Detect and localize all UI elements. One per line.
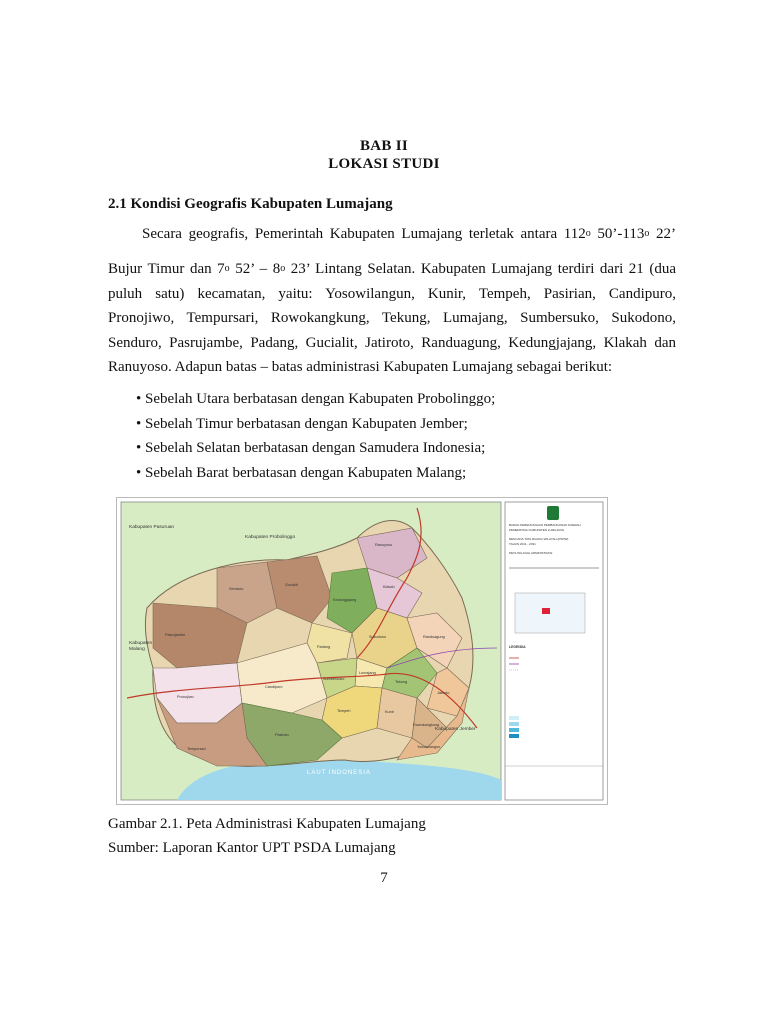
district-label-randuagung: Randuagung <box>423 635 445 639</box>
district-label-kunir: Kunir <box>385 710 394 714</box>
administrative-map <box>117 498 607 804</box>
label-jember: Kabupaten Jember <box>435 727 476 732</box>
inset-marker <box>542 608 550 614</box>
legend-map-title: PETA WILAYAH ADMINISTRASI <box>509 551 553 555</box>
legend-government: PEMERINTAH KABUPATEN LUMAJANG <box>509 528 565 532</box>
list-item: • Sebelah Utara berbatasan dengan Kabupaten Probolinggo; <box>136 391 496 407</box>
paragraph-line: Senduro, Pasrujambe, Padang, Gucialit, Jatiroto, Randuagung, Kedungjajang, Klakah dan <box>108 334 676 351</box>
legend-depth-3 <box>509 728 519 732</box>
legend-agency: BADAN PERENCANAAN PEMBANGUNAN DAERAH <box>509 523 581 527</box>
label-pasuruan: Kabupaten Pasuruan <box>129 525 175 530</box>
district-label-rowokangkung: Rowokangkung <box>413 723 440 727</box>
map-figure <box>116 497 608 805</box>
list-item: • Sebelah Barat berbatasan dengan Kabupaten Malang; <box>136 464 467 481</box>
label-sea: LAUT INDONESIA <box>307 770 371 776</box>
paragraph-line: Secara geografis, Pemerintah Kabupaten Lumajang terletak antara 112$^o$ 50’-113$^o$ 22’ <box>142 226 676 242</box>
district-label-sumbersuko: Sumbersuko <box>323 677 345 681</box>
district-label-tempeh: Tempeh <box>337 709 351 713</box>
district-label-senduro: Senduro <box>229 587 244 591</box>
district-label-pasrujambe: Pasrujambe <box>165 633 186 637</box>
district-label-tempursari: Tempursari <box>187 747 206 751</box>
paragraph-line: Bujur Timur dan 7$^o$ 52’ – 8$^o$ 23’ Lintang Selatan. Kabupaten Lumajang terdiri dari 21 (dua <box>108 261 676 277</box>
figure-caption: Gambar 2.1. Peta Administrasi Kabupaten Lumajang <box>108 816 426 832</box>
section-heading: 2.1 Kondisi Geografis Kabupaten Lumajang <box>108 196 393 212</box>
legend-depth-2 <box>509 722 519 726</box>
body-paragraph <box>108 222 676 247</box>
district-label-gucialit: Gucialit <box>285 583 298 587</box>
district-label-jatiroto: Jatiroto <box>437 691 450 695</box>
paragraph-line: Ranuyoso. Adapun batas – batas administrasi Kabupaten Lumajang sebagai berikut: <box>108 359 613 375</box>
district-label-candipuro: Candipuro <box>265 685 283 689</box>
body-paragraph-cont <box>108 257 676 380</box>
label-malang-2: Malang <box>129 647 145 652</box>
legend-depth-4 <box>509 734 519 738</box>
list-item: • Sebelah Timur berbatasan dengan Kabupaten Jember; <box>136 415 468 432</box>
legend-panel <box>505 502 603 800</box>
district-label-padang: Padang <box>317 645 331 649</box>
district-label-tekung: Tekung <box>395 680 408 684</box>
district-label-klakah: Klakah <box>383 585 395 589</box>
figure-source: Sumber: Laporan Kantor UPT PSDA Lumajang <box>108 840 396 856</box>
legend-title: LEGENDA <box>509 645 526 649</box>
legend-depth-1 <box>509 716 519 720</box>
emblem-icon <box>547 506 559 520</box>
label-malang-1: Kabupaten <box>129 641 153 646</box>
district-label-pronojiwo: Pronojiwo <box>177 695 194 699</box>
district-label-pasirian: Pasirian <box>275 733 289 737</box>
chapter-title: LOKASI STUDI <box>328 156 440 172</box>
district-label-kedungjajang: Kedungjajang <box>333 598 357 602</box>
paragraph-line: Pronojiwo, Tempursari, Rowokangkung, Tekung, Lumajang, Sumbersuko, Sukodono, <box>108 310 676 326</box>
district-label-ranuyoso: Ranuyoso <box>375 543 393 547</box>
page-number: 7 <box>380 870 388 886</box>
chapter-number: BAB II <box>359 138 409 154</box>
district-label-lumajang: Lumajang <box>359 671 376 675</box>
district-label-yosowilangun: Yosowilangun <box>417 745 441 749</box>
legend-plan: RENCANA TATA RUANG WILAYAH (RTRW) <box>509 537 569 541</box>
list-item: • Sebelah Selatan berbatasan dengan Samudera Indonesia; <box>136 440 486 456</box>
legend-years: TAHUN 2011 - 2031 <box>509 542 536 546</box>
paragraph-line: puluh satu) kecamatan, yaitu: Yosowilangun, Kunir, Tempeh, Pasirian, Candipuro, <box>108 285 676 302</box>
boundary-list <box>136 387 495 485</box>
district-label-sukodono: Sukodono <box>369 635 387 639</box>
label-probolinggo: Kabupaten Probolinggo <box>245 535 296 540</box>
